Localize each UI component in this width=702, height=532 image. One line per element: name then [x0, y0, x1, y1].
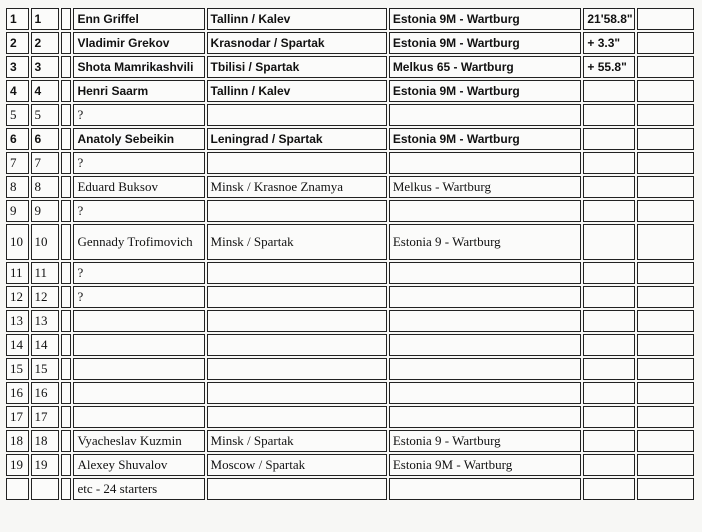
- start-number-cell: 12: [31, 286, 60, 308]
- car-cell: [389, 262, 582, 284]
- driver-name-cell: etc - 24 starters: [73, 478, 204, 500]
- club-cell: Tallinn / Kalev: [207, 8, 387, 30]
- blank-cell: [61, 382, 71, 404]
- blank-cell: [637, 128, 694, 150]
- time-cell: [583, 224, 634, 260]
- driver-name-cell: ?: [73, 286, 204, 308]
- position-cell: 7: [6, 152, 29, 174]
- start-number-cell: 16: [31, 382, 60, 404]
- club-cell: [207, 310, 387, 332]
- blank-cell: [61, 430, 71, 452]
- time-cell: [583, 382, 634, 404]
- table-row: [6, 152, 694, 174]
- club-cell: [207, 262, 387, 284]
- table-row: [6, 286, 694, 308]
- table-row: [6, 224, 694, 260]
- blank-cell: [637, 80, 694, 102]
- blank-cell: [637, 224, 694, 260]
- club-cell: Leningrad / Spartak: [207, 128, 387, 150]
- club-cell: [207, 334, 387, 356]
- start-number-cell: 11: [31, 262, 60, 284]
- blank-cell: [61, 152, 71, 174]
- blank-cell: [61, 454, 71, 476]
- blank-cell: [637, 56, 694, 78]
- blank-cell: [637, 478, 694, 500]
- table-row: [6, 382, 694, 404]
- blank-cell: [637, 286, 694, 308]
- start-number-cell: 13: [31, 310, 60, 332]
- blank-cell: [637, 406, 694, 428]
- club-cell: Tallinn / Kalev: [207, 80, 387, 102]
- blank-cell: [61, 104, 71, 126]
- car-cell: Estonia 9M - Wartburg: [389, 80, 582, 102]
- position-cell: 13: [6, 310, 29, 332]
- club-cell: Tbilisi / Spartak: [207, 56, 387, 78]
- position-cell: 16: [6, 382, 29, 404]
- blank-cell: [637, 310, 694, 332]
- time-cell: [583, 80, 634, 102]
- blank-cell: [61, 262, 71, 284]
- time-cell: [583, 104, 634, 126]
- club-cell: Minsk / Spartak: [207, 430, 387, 452]
- blank-cell: [61, 358, 71, 380]
- start-number-cell: 18: [31, 430, 60, 452]
- results-sheet: [4, 6, 696, 502]
- position-cell: 6: [6, 128, 29, 150]
- time-cell: [583, 478, 634, 500]
- time-cell: + 3.3": [583, 32, 634, 54]
- start-number-cell: 19: [31, 454, 60, 476]
- car-cell: Estonia 9 - Wartburg: [389, 224, 582, 260]
- time-cell: [583, 334, 634, 356]
- position-cell: 3: [6, 56, 29, 78]
- position-cell: 19: [6, 454, 29, 476]
- club-cell: [207, 382, 387, 404]
- club-cell: [207, 406, 387, 428]
- table-row: [6, 8, 694, 30]
- start-number-cell: 8: [31, 176, 60, 198]
- club-cell: [207, 152, 387, 174]
- table-row: [6, 430, 694, 452]
- position-cell: [6, 478, 29, 500]
- table-row: [6, 454, 694, 476]
- driver-name-cell: Eduard Buksov: [73, 176, 204, 198]
- start-number-cell: 1: [31, 8, 60, 30]
- driver-name-cell: Henri Saarm: [73, 80, 204, 102]
- blank-cell: [637, 8, 694, 30]
- start-number-cell: 2: [31, 32, 60, 54]
- driver-name-cell: Vyacheslav Kuzmin: [73, 430, 204, 452]
- club-cell: Minsk / Spartak: [207, 224, 387, 260]
- club-cell: Krasnodar / Spartak: [207, 32, 387, 54]
- position-cell: 2: [6, 32, 29, 54]
- position-cell: 12: [6, 286, 29, 308]
- club-cell: [207, 200, 387, 222]
- results-rows: [6, 8, 694, 500]
- club-cell: [207, 286, 387, 308]
- blank-cell: [637, 358, 694, 380]
- car-cell: [389, 152, 582, 174]
- club-cell: Minsk / Krasnoe Znamya: [207, 176, 387, 198]
- club-cell: [207, 104, 387, 126]
- position-cell: 11: [6, 262, 29, 284]
- table-row: [6, 310, 694, 332]
- driver-name-cell: [73, 334, 204, 356]
- car-cell: [389, 406, 582, 428]
- car-cell: Estonia 9M - Wartburg: [389, 32, 582, 54]
- driver-name-cell: Anatoly Sebeikin: [73, 128, 204, 150]
- time-cell: [583, 152, 634, 174]
- start-number-cell: 7: [31, 152, 60, 174]
- position-cell: 4: [6, 80, 29, 102]
- blank-cell: [637, 430, 694, 452]
- driver-name-cell: ?: [73, 200, 204, 222]
- table-row: [6, 358, 694, 380]
- position-cell: 14: [6, 334, 29, 356]
- start-number-cell: 17: [31, 406, 60, 428]
- driver-name-cell: Alexey Shuvalov: [73, 454, 204, 476]
- start-number-cell: 3: [31, 56, 60, 78]
- time-cell: [583, 310, 634, 332]
- driver-name-cell: Vladimir Grekov: [73, 32, 204, 54]
- start-number-cell: 15: [31, 358, 60, 380]
- driver-name-cell: [73, 358, 204, 380]
- table-row: [6, 32, 694, 54]
- results-table: [4, 6, 696, 502]
- start-number-cell: 14: [31, 334, 60, 356]
- club-cell: [207, 478, 387, 500]
- blank-cell: [61, 200, 71, 222]
- driver-name-cell: ?: [73, 262, 204, 284]
- blank-cell: [61, 334, 71, 356]
- time-cell: [583, 286, 634, 308]
- time-cell: [583, 406, 634, 428]
- position-cell: 1: [6, 8, 29, 30]
- car-cell: Estonia 9M - Wartburg: [389, 454, 582, 476]
- start-number-cell: 4: [31, 80, 60, 102]
- position-cell: 17: [6, 406, 29, 428]
- blank-cell: [637, 176, 694, 198]
- car-cell: Estonia 9M - Wartburg: [389, 8, 582, 30]
- car-cell: [389, 286, 582, 308]
- blank-cell: [61, 286, 71, 308]
- driver-name-cell: Enn Griffel: [73, 8, 204, 30]
- driver-name-cell: [73, 406, 204, 428]
- time-cell: [583, 262, 634, 284]
- time-cell: + 55.8": [583, 56, 634, 78]
- car-cell: [389, 334, 582, 356]
- blank-cell: [61, 224, 71, 260]
- blank-cell: [61, 8, 71, 30]
- blank-cell: [61, 56, 71, 78]
- car-cell: [389, 478, 582, 500]
- blank-cell: [637, 200, 694, 222]
- time-cell: [583, 358, 634, 380]
- table-row: [6, 334, 694, 356]
- position-cell: 5: [6, 104, 29, 126]
- start-number-cell: 5: [31, 104, 60, 126]
- start-number-cell: 10: [31, 224, 60, 260]
- position-cell: 18: [6, 430, 29, 452]
- driver-name-cell: [73, 310, 204, 332]
- car-cell: [389, 358, 582, 380]
- time-cell: [583, 200, 634, 222]
- position-cell: 15: [6, 358, 29, 380]
- driver-name-cell: [73, 382, 204, 404]
- table-row: [6, 200, 694, 222]
- car-cell: [389, 310, 582, 332]
- blank-cell: [637, 104, 694, 126]
- table-row: [6, 406, 694, 428]
- time-cell: 21'58.8": [583, 8, 634, 30]
- blank-cell: [61, 310, 71, 332]
- blank-cell: [637, 454, 694, 476]
- car-cell: Estonia 9 - Wartburg: [389, 430, 582, 452]
- table-row: [6, 104, 694, 126]
- driver-name-cell: Gennady Trofimovich: [73, 224, 204, 260]
- table-row: [6, 128, 694, 150]
- driver-name-cell: ?: [73, 104, 204, 126]
- car-cell: [389, 104, 582, 126]
- driver-name-cell: Shota Mamrikashvili: [73, 56, 204, 78]
- position-cell: 10: [6, 224, 29, 260]
- table-row: [6, 478, 694, 500]
- car-cell: Melkus 65 - Wartburg: [389, 56, 582, 78]
- table-row: [6, 80, 694, 102]
- car-cell: [389, 200, 582, 222]
- blank-cell: [61, 176, 71, 198]
- table-row: [6, 262, 694, 284]
- start-number-cell: [31, 478, 60, 500]
- time-cell: [583, 430, 634, 452]
- start-number-cell: 6: [31, 128, 60, 150]
- start-number-cell: 9: [31, 200, 60, 222]
- table-row: [6, 176, 694, 198]
- driver-name-cell: ?: [73, 152, 204, 174]
- blank-cell: [61, 32, 71, 54]
- club-cell: [207, 358, 387, 380]
- blank-cell: [637, 32, 694, 54]
- position-cell: 9: [6, 200, 29, 222]
- car-cell: Estonia 9M - Wartburg: [389, 128, 582, 150]
- table-row: [6, 56, 694, 78]
- time-cell: [583, 128, 634, 150]
- position-cell: 8: [6, 176, 29, 198]
- blank-cell: [637, 262, 694, 284]
- blank-cell: [637, 152, 694, 174]
- blank-cell: [61, 478, 71, 500]
- car-cell: Melkus - Wartburg: [389, 176, 582, 198]
- time-cell: [583, 176, 634, 198]
- blank-cell: [61, 128, 71, 150]
- time-cell: [583, 454, 634, 476]
- blank-cell: [637, 334, 694, 356]
- blank-cell: [61, 406, 71, 428]
- blank-cell: [637, 382, 694, 404]
- car-cell: [389, 382, 582, 404]
- club-cell: Moscow / Spartak: [207, 454, 387, 476]
- blank-cell: [61, 80, 71, 102]
